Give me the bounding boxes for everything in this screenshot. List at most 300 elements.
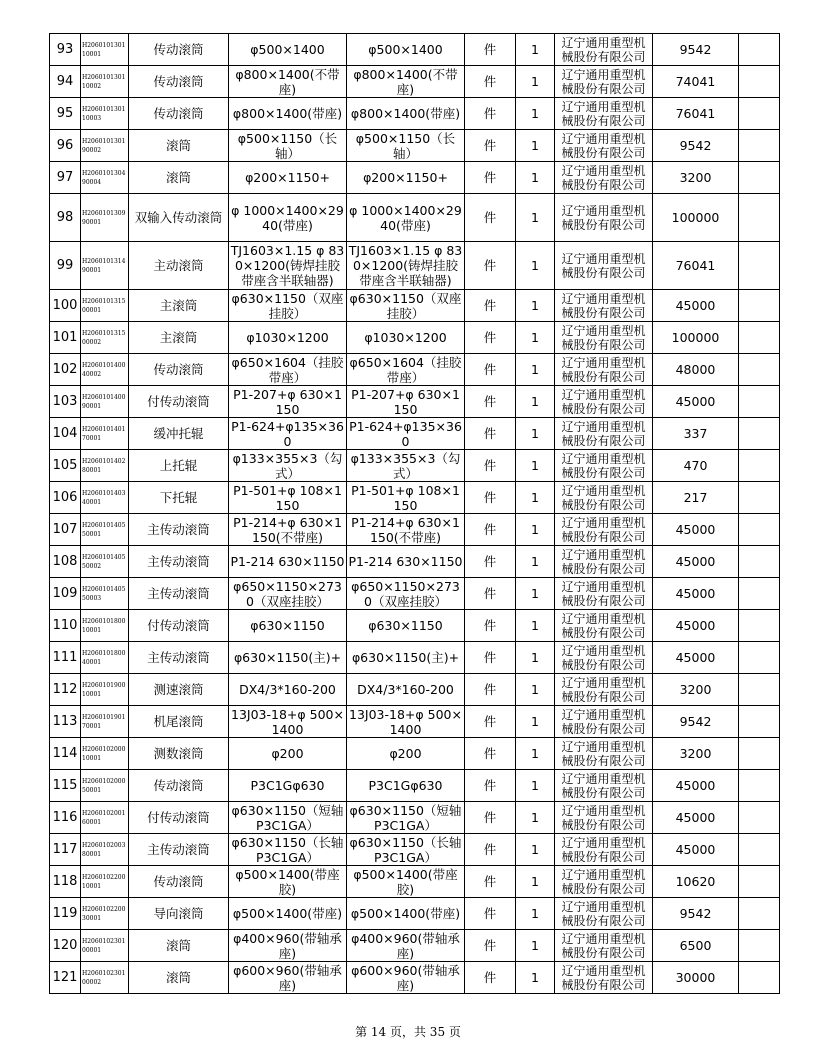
company-name-cell: 辽宁通用重型机械股份有限公司	[555, 546, 653, 578]
table-row	[50, 482, 780, 514]
remark-cell	[739, 642, 780, 674]
item-name-cell: 传动滚筒	[129, 354, 229, 386]
table-row	[50, 578, 780, 610]
spec-model-cell: P1-207+φ 630×1150	[229, 386, 347, 418]
spec-model-cell: φ800×1400(带座)	[229, 98, 347, 130]
table-row	[50, 322, 780, 354]
item-code-cell: H206010230100002	[81, 962, 129, 994]
unit-cell: 件	[465, 98, 516, 130]
spec-detail-cell: φ200×1150+	[347, 162, 465, 194]
table-row	[50, 162, 780, 194]
unit-price-cell: 337	[653, 418, 739, 450]
company-name-cell: 辽宁通用重型机械股份有限公司	[555, 962, 653, 994]
row-number-cell: 117	[50, 834, 81, 866]
item-code-cell: H206010180010001	[81, 610, 129, 642]
quantity-cell: 1	[516, 962, 555, 994]
spec-detail-cell: φ650×1150×2730（双座挂胶）	[347, 578, 465, 610]
unit-cell: 件	[465, 514, 516, 546]
row-number-cell: 106	[50, 482, 81, 514]
spec-model-cell: φ630×1150(主)+	[229, 642, 347, 674]
unit-price-cell: 9542	[653, 706, 739, 738]
company-name-cell: 辽宁通用重型机械股份有限公司	[555, 98, 653, 130]
item-code-cell: H206010140040002	[81, 354, 129, 386]
spec-detail-cell: φ500×1150（长轴）	[347, 130, 465, 162]
table-row	[50, 962, 780, 994]
table-row	[50, 674, 780, 706]
spec-detail-cell: φ800×1400(带座)	[347, 98, 465, 130]
table-row	[50, 706, 780, 738]
item-code-cell: H206010220010001	[81, 866, 129, 898]
quantity-cell: 1	[516, 242, 555, 290]
item-code-cell: H206010140550001	[81, 514, 129, 546]
table-row	[50, 130, 780, 162]
spec-model-cell: φ630×1150（短轴P3C1GA）	[229, 802, 347, 834]
item-name-cell: 滚筒	[129, 930, 229, 962]
item-code-cell: H206010200160001	[81, 802, 129, 834]
spec-model-cell: φ400×960(带轴承座)	[229, 930, 347, 962]
remark-cell	[739, 130, 780, 162]
spec-detail-cell: φ630×1150（双座挂胶）	[347, 290, 465, 322]
item-code-cell: H206010140550003	[81, 578, 129, 610]
company-name-cell: 辽宁通用重型机械股份有限公司	[555, 866, 653, 898]
quantity-cell: 1	[516, 802, 555, 834]
spec-detail-cell: P3C1Gφ630	[347, 770, 465, 802]
unit-cell: 件	[465, 386, 516, 418]
quantity-cell: 1	[516, 866, 555, 898]
item-code-cell: H206010140090001	[81, 386, 129, 418]
item-name-cell: 上托辊	[129, 450, 229, 482]
company-name-cell: 辽宁通用重型机械股份有限公司	[555, 738, 653, 770]
row-number-cell: 96	[50, 130, 81, 162]
unit-price-cell: 45000	[653, 770, 739, 802]
price-table	[49, 33, 780, 994]
unit-cell: 件	[465, 578, 516, 610]
spec-detail-cell: φ500×1400(带座)	[347, 898, 465, 930]
table-row	[50, 290, 780, 322]
company-name-cell: 辽宁通用重型机械股份有限公司	[555, 482, 653, 514]
row-number-cell: 121	[50, 962, 81, 994]
page-footer: 第 14 页，共 35 页	[355, 1025, 461, 1039]
quantity-cell: 1	[516, 34, 555, 66]
unit-price-cell: 100000	[653, 194, 739, 242]
quantity-cell: 1	[516, 386, 555, 418]
spec-model-cell: P3C1Gφ630	[229, 770, 347, 802]
company-name-cell: 辽宁通用重型机械股份有限公司	[555, 130, 653, 162]
spec-detail-cell: DX4/3*160-200	[347, 674, 465, 706]
quantity-cell: 1	[516, 898, 555, 930]
spec-detail-cell: φ630×1150（短轴P3C1GA）	[347, 802, 465, 834]
company-name-cell: 辽宁通用重型机械股份有限公司	[555, 322, 653, 354]
remark-cell	[739, 194, 780, 242]
unit-cell: 件	[465, 834, 516, 866]
unit-price-cell: 10620	[653, 866, 739, 898]
item-code-cell: H206010131500002	[81, 322, 129, 354]
remark-cell	[739, 450, 780, 482]
unit-cell: 件	[465, 66, 516, 98]
item-name-cell: 测速滚筒	[129, 674, 229, 706]
remark-cell	[739, 770, 780, 802]
quantity-cell: 1	[516, 130, 555, 162]
remark-cell	[739, 578, 780, 610]
unit-cell: 件	[465, 898, 516, 930]
company-name-cell: 辽宁通用重型机械股份有限公司	[555, 674, 653, 706]
remark-cell	[739, 546, 780, 578]
remark-cell	[739, 482, 780, 514]
unit-cell: 件	[465, 130, 516, 162]
row-number-cell: 111	[50, 642, 81, 674]
item-name-cell: 主传动滚筒	[129, 834, 229, 866]
item-code-cell: H206010131500001	[81, 290, 129, 322]
unit-price-cell: 3200	[653, 162, 739, 194]
remark-cell	[739, 898, 780, 930]
spec-model-cell: φ500×1400	[229, 34, 347, 66]
unit-cell: 件	[465, 34, 516, 66]
company-name-cell: 辽宁通用重型机械股份有限公司	[555, 706, 653, 738]
table-row	[50, 450, 780, 482]
spec-detail-cell: φ500×1400	[347, 34, 465, 66]
row-number-cell: 108	[50, 546, 81, 578]
spec-detail-cell: P1-214 630×1150	[347, 546, 465, 578]
table-row	[50, 66, 780, 98]
table-row	[50, 242, 780, 290]
item-code-cell: H206010190170001	[81, 706, 129, 738]
row-number-cell: 103	[50, 386, 81, 418]
company-name-cell: 辽宁通用重型机械股份有限公司	[555, 514, 653, 546]
quantity-cell: 1	[516, 642, 555, 674]
spec-detail-cell: P1-214+φ 630×1150(不带座)	[347, 514, 465, 546]
unit-price-cell: 48000	[653, 354, 739, 386]
unit-cell: 件	[465, 194, 516, 242]
company-name-cell: 辽宁通用重型机械股份有限公司	[555, 354, 653, 386]
remark-cell	[739, 162, 780, 194]
unit-cell: 件	[465, 290, 516, 322]
item-name-cell: 主传动滚筒	[129, 514, 229, 546]
item-code-cell: H206010140280001	[81, 450, 129, 482]
row-number-cell: 97	[50, 162, 81, 194]
spec-model-cell: φ600×960(带轴承座)	[229, 962, 347, 994]
table-row	[50, 930, 780, 962]
spec-model-cell: P1-214+φ 630×1150(不带座)	[229, 514, 347, 546]
item-code-cell: H206010130110003	[81, 98, 129, 130]
quantity-cell: 1	[516, 98, 555, 130]
row-number-cell: 115	[50, 770, 81, 802]
spec-detail-cell: 13J03-18+φ 500×1400	[347, 706, 465, 738]
quantity-cell: 1	[516, 834, 555, 866]
quantity-cell: 1	[516, 418, 555, 450]
spec-model-cell: 13J03-18+φ 500×1400	[229, 706, 347, 738]
table-row	[50, 802, 780, 834]
quantity-cell: 1	[516, 194, 555, 242]
remark-cell	[739, 418, 780, 450]
item-code-cell: H206010130190002	[81, 130, 129, 162]
item-code-cell: H206010140340001	[81, 482, 129, 514]
unit-cell: 件	[465, 866, 516, 898]
table-body	[50, 34, 780, 994]
item-name-cell: 滚筒	[129, 162, 229, 194]
row-number-cell: 119	[50, 898, 81, 930]
company-name-cell: 辽宁通用重型机械股份有限公司	[555, 242, 653, 290]
company-name-cell: 辽宁通用重型机械股份有限公司	[555, 450, 653, 482]
spec-detail-cell: φ133×355×3（勾式）	[347, 450, 465, 482]
unit-cell: 件	[465, 642, 516, 674]
unit-cell: 件	[465, 322, 516, 354]
item-code-cell: H206010200380001	[81, 834, 129, 866]
item-code-cell: H206010130990001	[81, 194, 129, 242]
unit-cell: 件	[465, 450, 516, 482]
company-name-cell: 辽宁通用重型机械股份有限公司	[555, 66, 653, 98]
quantity-cell: 1	[516, 770, 555, 802]
spec-detail-cell: φ 1000×1400×2940(带座)	[347, 194, 465, 242]
spec-detail-cell: φ500×1400(带座胶)	[347, 866, 465, 898]
spec-model-cell: φ650×1604（挂胶带座）	[229, 354, 347, 386]
quantity-cell: 1	[516, 578, 555, 610]
item-name-cell: 传动滚筒	[129, 34, 229, 66]
spec-model-cell: φ200	[229, 738, 347, 770]
unit-price-cell: 45000	[653, 834, 739, 866]
spec-detail-cell: TJ1603×1.15 φ 830×1200(铸焊挂胶带座含半联轴器)	[347, 242, 465, 290]
item-name-cell: 滚筒	[129, 962, 229, 994]
item-code-cell: H206010200010001	[81, 738, 129, 770]
unit-price-cell: 74041	[653, 66, 739, 98]
item-code-cell: H206010180040001	[81, 642, 129, 674]
row-number-cell: 120	[50, 930, 81, 962]
unit-price-cell: 6500	[653, 930, 739, 962]
row-number-cell: 118	[50, 866, 81, 898]
unit-cell: 件	[465, 546, 516, 578]
company-name-cell: 辽宁通用重型机械股份有限公司	[555, 770, 653, 802]
table-row	[50, 514, 780, 546]
spec-detail-cell: P1-207+φ 630×1150	[347, 386, 465, 418]
table-row	[50, 834, 780, 866]
remark-cell	[739, 386, 780, 418]
unit-cell: 件	[465, 354, 516, 386]
remark-cell	[739, 322, 780, 354]
spec-detail-cell: P1-501+φ 108×1150	[347, 482, 465, 514]
table-row	[50, 642, 780, 674]
row-number-cell: 107	[50, 514, 81, 546]
spec-model-cell: P1-624+φ135×360	[229, 418, 347, 450]
quantity-cell: 1	[516, 482, 555, 514]
spec-model-cell: φ800×1400(不带座)	[229, 66, 347, 98]
unit-price-cell: 3200	[653, 674, 739, 706]
item-name-cell: 付传动滚筒	[129, 386, 229, 418]
item-code-cell: H206010220030001	[81, 898, 129, 930]
quantity-cell: 1	[516, 162, 555, 194]
spec-model-cell: φ630×1150（双座挂胶）	[229, 290, 347, 322]
unit-cell: 件	[465, 706, 516, 738]
unit-price-cell: 470	[653, 450, 739, 482]
company-name-cell: 辽宁通用重型机械股份有限公司	[555, 898, 653, 930]
remark-cell	[739, 930, 780, 962]
remark-cell	[739, 34, 780, 66]
item-code-cell: H206010230100001	[81, 930, 129, 962]
unit-price-cell: 30000	[653, 962, 739, 994]
row-number-cell: 105	[50, 450, 81, 482]
table-row	[50, 770, 780, 802]
spec-detail-cell: φ630×1150（长轴P3C1GA）	[347, 834, 465, 866]
unit-price-cell: 100000	[653, 322, 739, 354]
row-number-cell: 98	[50, 194, 81, 242]
item-name-cell: 缓冲托辊	[129, 418, 229, 450]
spec-detail-cell: P1-624+φ135×360	[347, 418, 465, 450]
table-row	[50, 866, 780, 898]
quantity-cell: 1	[516, 514, 555, 546]
table-row	[50, 418, 780, 450]
item-name-cell: 主滚筒	[129, 290, 229, 322]
spec-model-cell: φ630×1150（长轴P3C1GA）	[229, 834, 347, 866]
company-name-cell: 辽宁通用重型机械股份有限公司	[555, 930, 653, 962]
unit-price-cell: 9542	[653, 34, 739, 66]
quantity-cell: 1	[516, 930, 555, 962]
row-number-cell: 112	[50, 674, 81, 706]
table-row	[50, 610, 780, 642]
unit-price-cell: 9542	[653, 130, 739, 162]
row-number-cell: 95	[50, 98, 81, 130]
row-number-cell: 102	[50, 354, 81, 386]
unit-cell: 件	[465, 242, 516, 290]
spec-model-cell: P1-501+φ 108×1150	[229, 482, 347, 514]
quantity-cell: 1	[516, 610, 555, 642]
row-number-cell: 94	[50, 66, 81, 98]
spec-detail-cell: φ800×1400(不带座)	[347, 66, 465, 98]
quantity-cell: 1	[516, 354, 555, 386]
item-code-cell: H206010140170001	[81, 418, 129, 450]
remark-cell	[739, 706, 780, 738]
quantity-cell: 1	[516, 706, 555, 738]
quantity-cell: 1	[516, 322, 555, 354]
row-number-cell: 116	[50, 802, 81, 834]
item-name-cell: 测数滚筒	[129, 738, 229, 770]
unit-cell: 件	[465, 930, 516, 962]
item-name-cell: 付传动滚筒	[129, 802, 229, 834]
unit-cell: 件	[465, 610, 516, 642]
remark-cell	[739, 354, 780, 386]
unit-price-cell: 45000	[653, 546, 739, 578]
spec-detail-cell: φ600×960(带轴承座)	[347, 962, 465, 994]
unit-price-cell: 76041	[653, 98, 739, 130]
spec-detail-cell: φ400×960(带轴承座)	[347, 930, 465, 962]
row-number-cell: 93	[50, 34, 81, 66]
quantity-cell: 1	[516, 674, 555, 706]
item-code-cell: H206010130490004	[81, 162, 129, 194]
company-name-cell: 辽宁通用重型机械股份有限公司	[555, 290, 653, 322]
item-name-cell: 导向滚筒	[129, 898, 229, 930]
company-name-cell: 辽宁通用重型机械股份有限公司	[555, 418, 653, 450]
company-name-cell: 辽宁通用重型机械股份有限公司	[555, 578, 653, 610]
item-name-cell: 主传动滚筒	[129, 546, 229, 578]
table-row	[50, 194, 780, 242]
spec-model-cell: φ133×355×3（勾式）	[229, 450, 347, 482]
quantity-cell: 1	[516, 290, 555, 322]
spec-model-cell: φ500×1400(带座胶)	[229, 866, 347, 898]
item-name-cell: 机尾滚筒	[129, 706, 229, 738]
unit-price-cell: 45000	[653, 290, 739, 322]
unit-cell: 件	[465, 674, 516, 706]
spec-detail-cell: φ650×1604（挂胶带座）	[347, 354, 465, 386]
unit-cell: 件	[465, 802, 516, 834]
unit-price-cell: 9542	[653, 898, 739, 930]
item-code-cell: H206010140550002	[81, 546, 129, 578]
spec-model-cell: φ200×1150+	[229, 162, 347, 194]
spec-detail-cell: φ1030×1200	[347, 322, 465, 354]
item-name-cell: 滚筒	[129, 130, 229, 162]
remark-cell	[739, 610, 780, 642]
item-name-cell: 主滚筒	[129, 322, 229, 354]
row-number-cell: 100	[50, 290, 81, 322]
unit-cell: 件	[465, 418, 516, 450]
item-name-cell: 传动滚筒	[129, 866, 229, 898]
remark-cell	[739, 98, 780, 130]
item-name-cell: 主传动滚筒	[129, 578, 229, 610]
company-name-cell: 辽宁通用重型机械股份有限公司	[555, 34, 653, 66]
remark-cell	[739, 802, 780, 834]
item-code-cell: H206010190010001	[81, 674, 129, 706]
spec-detail-cell: φ200	[347, 738, 465, 770]
item-code-cell: H206010130110002	[81, 66, 129, 98]
remark-cell	[739, 834, 780, 866]
unit-price-cell: 45000	[653, 386, 739, 418]
unit-price-cell: 45000	[653, 610, 739, 642]
unit-cell: 件	[465, 482, 516, 514]
unit-cell: 件	[465, 738, 516, 770]
spec-model-cell: φ650×1150×2730（双座挂胶）	[229, 578, 347, 610]
spec-model-cell: DX4/3*160-200	[229, 674, 347, 706]
item-name-cell: 主传动滚筒	[129, 642, 229, 674]
company-name-cell: 辽宁通用重型机械股份有限公司	[555, 194, 653, 242]
table-row	[50, 98, 780, 130]
table-row	[50, 546, 780, 578]
spec-model-cell: φ500×1150（长轴）	[229, 130, 347, 162]
item-name-cell: 下托辊	[129, 482, 229, 514]
spec-model-cell: φ630×1150	[229, 610, 347, 642]
remark-cell	[739, 514, 780, 546]
item-name-cell: 传动滚筒	[129, 66, 229, 98]
unit-price-cell: 76041	[653, 242, 739, 290]
item-code-cell: H206010131490001	[81, 242, 129, 290]
item-name-cell: 双输入传动滚筒	[129, 194, 229, 242]
spec-model-cell: φ1030×1200	[229, 322, 347, 354]
row-number-cell: 110	[50, 610, 81, 642]
row-number-cell: 104	[50, 418, 81, 450]
unit-price-cell: 45000	[653, 642, 739, 674]
remark-cell	[739, 290, 780, 322]
table-row	[50, 354, 780, 386]
row-number-cell: 99	[50, 242, 81, 290]
spec-model-cell: TJ1603×1.15 φ 830×1200(铸焊挂胶带座含半联轴器)	[229, 242, 347, 290]
row-number-cell: 109	[50, 578, 81, 610]
unit-price-cell: 217	[653, 482, 739, 514]
item-name-cell: 付传动滚筒	[129, 610, 229, 642]
spec-detail-cell: φ630×1150(主)+	[347, 642, 465, 674]
spec-model-cell: φ500×1400(带座)	[229, 898, 347, 930]
row-number-cell: 113	[50, 706, 81, 738]
remark-cell	[739, 962, 780, 994]
remark-cell	[739, 738, 780, 770]
unit-price-cell: 3200	[653, 738, 739, 770]
quantity-cell: 1	[516, 450, 555, 482]
remark-cell	[739, 242, 780, 290]
unit-price-cell: 45000	[653, 802, 739, 834]
company-name-cell: 辽宁通用重型机械股份有限公司	[555, 386, 653, 418]
quantity-cell: 1	[516, 738, 555, 770]
row-number-cell: 114	[50, 738, 81, 770]
quantity-cell: 1	[516, 546, 555, 578]
item-code-cell: H206010200050001	[81, 770, 129, 802]
spec-model-cell: φ 1000×1400×2940(带座)	[229, 194, 347, 242]
table-row	[50, 738, 780, 770]
table-row	[50, 898, 780, 930]
spec-model-cell: P1-214 630×1150	[229, 546, 347, 578]
